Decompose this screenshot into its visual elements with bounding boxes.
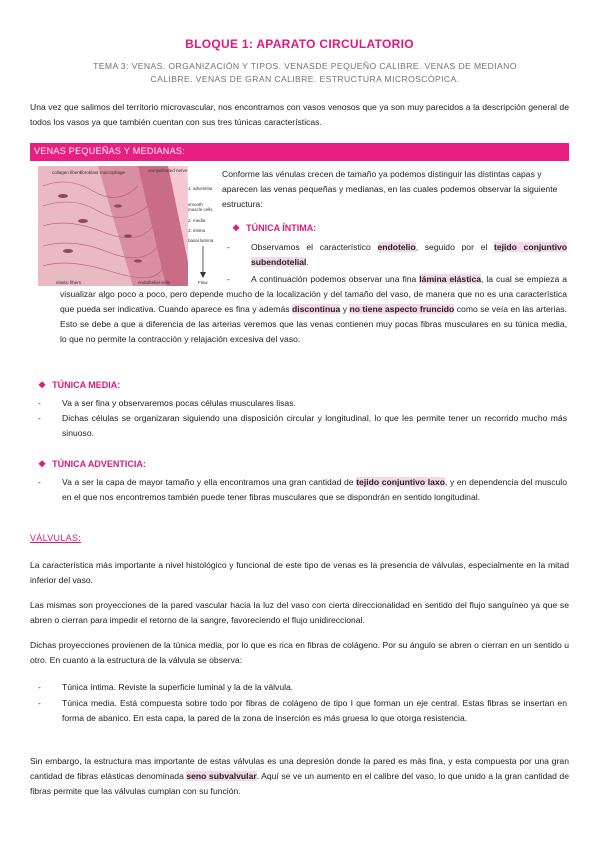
dash-bullet: -: [38, 413, 41, 423]
vein-wall-illustration: [38, 166, 215, 286]
valvulas-paragraph-2: Las mismas son proyecciones de la pared vascular hacia la luz del vaso con cierta direccionalidad en sentido del flujo sanguíneo ya que se abren o cierran para impedir el retorno de la sangre, favoreciendo el flujo unidireccional.: [30, 600, 569, 625]
valvulas-item-1: [38, 680, 567, 695]
valvulas-item-2: [38, 696, 567, 726]
term-discontinua: discontinua: [292, 304, 341, 314]
adv-item-1-c: , y en dependencia del musculo en el que nos encontremos también puede tener fibras musculares que se dispondrán en sentido longitudinal.: [62, 477, 567, 502]
valvulas-item-2-text: Túnica media. Está compuesta sobre todo por fibras de colágeno de tipo I que forman un eje central. Estas fibras se insertan en forma de abanico. En esta capa, la pared de la zona de inserción es más gruesa lo que otorga resistencia.: [62, 698, 567, 723]
media-item-2: [38, 411, 567, 441]
v-p4-a: Sin embargo, la estructura mas importante de estas válvulas es una depresión donde la pared es más fina, y esta compuesta por una gran cantidad de fibras elásticas denominada: [30, 756, 569, 781]
diamond-bullet-icon: ❖: [232, 223, 241, 233]
section-title-venas: VENAS PEQUEÑAS Y MEDIANAS:: [34, 146, 186, 156]
media-item-1-text: Va a ser fina y observaremos pocas células musculares lisas.: [62, 398, 296, 408]
intima-item-2-text: [60, 272, 567, 347]
heading-adventicia-text: TÚNICA ADVENTICIA:: [52, 459, 146, 469]
term-seno-subvalvular: seno subvalvular: [186, 771, 257, 781]
fig-label-flow: Flow: [198, 280, 208, 285]
term-endotelio: endotelio: [377, 242, 416, 252]
intima-item-1: [227, 240, 567, 270]
adv-item-1-a: Va a ser la capa de mayor tamaño y ella encontramos una gran cantidad de: [62, 477, 357, 487]
intima-item-1-text: Observamos el característico: [251, 242, 378, 252]
media-item-1: [38, 396, 567, 411]
intima-item-2-e: y: [340, 304, 350, 314]
term-no-fruncido: no tiene aspecto fruncido: [349, 304, 455, 314]
valvulas-paragraph-3: Dichas proyecciones provienen de la túnica media, por lo que es rica en fibras de colágeno. Por su ángulo se abren o cierran en un sentido u otro. En cuanto a la estructura de la válvula se observa:: [30, 640, 569, 665]
document-title: BLOQUE 1: APARATO CIRCULATORIO: [185, 37, 414, 51]
fig-label-macrophage: macrophage: [100, 170, 126, 175]
dash-bullet: -: [38, 398, 41, 408]
fig-label-elastic: elastic fibers: [56, 280, 82, 285]
adventicia-item-1: [38, 475, 567, 505]
intro-paragraph: Una vez que salimos del territorio microvascular, nos encontramos con vasos venosos que ya son muy parecidos a la descripción general de todos los vasos ya que también cuentan con sus tres túnicas características.: [30, 102, 569, 127]
heading-adventicia: [38, 459, 146, 470]
term-lamina-elastica: lámina elástica: [419, 274, 482, 284]
section-bar-venas: [30, 143, 569, 161]
heading-intima-text: TÚNICA ÍNTIMA:: [246, 223, 317, 233]
valvulas-item-1-text: Túnica íntima. Reviste la superficie luminal y la de la válvula.: [62, 682, 294, 692]
term-tejido-laxo: tejido conjuntivo laxo: [356, 477, 445, 487]
heading-media-text: TÚNICA MEDIA:: [52, 380, 121, 390]
term-tejido-subendotelial: tejido conjuntivo subendotelial: [251, 242, 567, 267]
document-subtitle: TEMA 3: VENAS. ORGANIZACIÓN Y TIPOS. VENASDE PEQUEÑO CALIBRE. VENAS DE MEDIANO CALIBRE. VENAS DE GRAN CALIBRE. ESTRUCTURA MICROSCÓPICA.: [93, 61, 517, 84]
vein-histology-figure: [38, 166, 215, 286]
media-item-2-text: Dichas células se organizaran siguiendo una disposición circular y longitudinal, lo que les permite tener un recorrido mucho más sinuoso.: [62, 413, 567, 438]
fig-label-nerve: unmyelinated nerve: [148, 168, 188, 173]
fig-label-media: 2. media: [188, 218, 206, 223]
dash-bullet: -: [38, 698, 41, 708]
heading-valvulas: VÁLVULAS:: [30, 533, 82, 543]
fig-label-basal-lamina: basal lamina: [188, 238, 214, 243]
fig-label-intima: 3. intima: [188, 228, 206, 233]
intro2-paragraph: Conforme las vénulas crecen de tamaño ya podemos distinguir las distintas capas y aparecen las venas pequeñas y medianas, en las cuales podemos observar la siguiente estructura:: [222, 169, 558, 209]
dash-bullet: -: [38, 477, 41, 487]
valvulas-paragraph-1: La característica más importante a nivel histológico y funcional de este tipo de venas es la presencia de válvulas, especialmente en la mitad inferior del vaso.: [30, 560, 569, 585]
heading-media: [38, 380, 120, 391]
v-p4-c: . Aquí se ve un aumento en el calibre del vaso, lo que unido a la gran cantidad de fibras permite que las válvulas cumplan con su función.: [30, 771, 569, 796]
intima-item-1-end: .: [306, 257, 309, 267]
fig-label-smooth-muscle: smooth muscle cells: [188, 202, 213, 212]
fig-label-adventitia: 1. adventitia: [188, 186, 213, 191]
dash-bullet: -: [38, 682, 41, 692]
intima-item-2-c: , la cual se empieza a visualizar algo poco a poco, pero depende mucho de la localización y del tamaño del vaso, de manera que no es una característica que pueda ser indicativa. Cuando aparece es fina y además: [60, 274, 568, 314]
fig-label-endothelial: endothelial cells: [138, 280, 171, 285]
fig-label-collagen: collagen fibers: [52, 170, 82, 175]
diamond-bullet-icon: ❖: [38, 380, 47, 390]
intima-item-1-text-2: , seguido por el: [415, 242, 494, 252]
diamond-bullet-icon: ❖: [38, 459, 47, 469]
fig-label-fibroblast: fibroblast: [80, 170, 99, 175]
heading-intima: [232, 223, 316, 234]
dash-bullet: -: [227, 274, 230, 284]
valvulas-paragraph-4: [30, 754, 569, 799]
intima-item-2-a: A continuación podemos observar una fina: [251, 274, 420, 284]
dash-bullet: -: [227, 242, 230, 252]
intima-item-2-g: como se veía en las arterias. Esto se debe a que a diferencia de las arterias veremos que las venas contienen muy pocas fibras musculares en su túnica media, lo que no permite la contracción y relajación excesiva del vaso.: [60, 304, 567, 344]
